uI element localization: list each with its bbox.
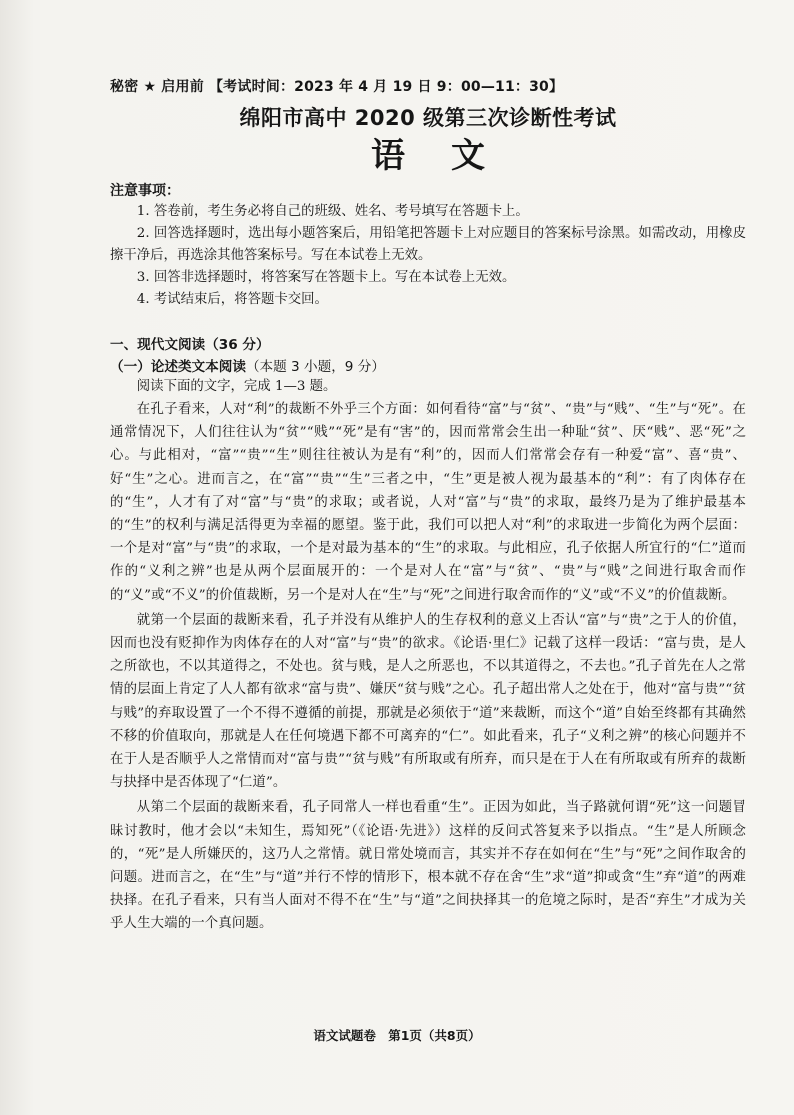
- note-item: 3. 回答非选择题时，将答案写在答题卡上。写在本试卷上无效。: [136, 270, 516, 285]
- subject-title: 语文: [371, 136, 531, 176]
- note-item: 2. 回答选择题时，选出每小题答案后，用铅笔把答题卡上对应题目的答案标号涂黑。如需改动，用橡皮擦干净后，再选涂其他答案标号。写在本试卷上无效。: [110, 226, 746, 263]
- subsection-title: [110, 355, 746, 375]
- section-title: 一、现代文阅读（36 分）: [110, 337, 270, 353]
- passage-paragraph: 在孔子看来，人对“利”的裁断不外乎三个方面：如何看待“富”与“贫”、“贵”与“贱”、“生”与“死”。在通常情况下，人们往往认为“贫”“贱”“死”是有“害”的，因而常常会生出一种耻“贫”、厌“贱”、恶“死”之心。与此相对，“富”“贵”“生”则往往被认为是有“利”的，因而人们常常会存有一种爱“富”、喜“贵”、好“生”之心。进而言之，在“富”“贵”“生”三者之中，“生”更是被人视为最基本的“利”：有了肉体存在的“生”，人才有了对“富”与“贵”的求取；或者说，人对“富”与“贵”的求取，最终乃是为了维护最基本的“生”的权利与满足活得更为幸福的愿望。鉴于此，我们可以把人对“利”的求取进一步简化为两个层面：一个是对“富”与“贵”的求取，一个是对最为基本的“生”的求取。与此相应，孔子依据人所宜行的“仁”道而作的“义利之辨”也是从两个层面展开的：一个是对人在“富”与“贫”、“贵”与“贱”之间进行取舍而作的“义”或“不义”的价值裁断，另一个是对人在“生”与“死”之间进行取舍而作的“义”或“不义”的价值裁断。: [110, 402, 746, 603]
- confidential-header: 秘密 ★ 启用前 【考试时间：2023 年 4 月 19 日 9：00—11：30】: [110, 79, 564, 95]
- subsection-score-note: （本题 3 小题，9 分）: [245, 359, 385, 375]
- footer-subject: 语文试题卷: [313, 1028, 376, 1043]
- passage-paragraph: 就第一个层面的裁断来看，孔子并没有从维护人的生存权利的意义上否认“富”与“贵”之于人的价值，因而也没有贬抑作为肉体存在的人对“富”与“贵”的欲求。《论语·里仁》记载了这样一段话：“富与贵，是人之所欲也，不以其道得之，不处也。贫与贱，是人之所恶也，不以其道得之，不去也。”孔子首先在人之常情的层面上肯定了人人都有欲求“富与贵”、嫌厌“贫与贱”之心。孔子超出常人之处在于，他对“富与贵”“贫与贱”的弃取设置了一个不得不遵循的前提，那就是必须依于“道”来裁断，而这个“道”自始至终都有其确然不移的价值取向，那就是人在任何境遇下都不可离弃的“仁”。如此看来，孔子“义利之辨”的核心问题并不在于人是否顺乎人之常情而对“富与贵”“贫与贱”有所取或有所弃，而只是在于人在有所取或有所弃的裁断与抉择中是否体现了“仁道”。: [110, 612, 746, 791]
- subsection-name: （一）论述类文本阅读: [110, 359, 246, 375]
- note-item: 1. 答卷前，考生务必将自己的班级、姓名、考号填写在答题卡上。: [136, 204, 529, 219]
- passage-paragraph: 从第二个层面的裁断来看，孔子同常人一样也看重“生”。正因为如此，当子路就何谓“死”这一问题冒昧讨教时，他才会以“未知生，焉知死”（《论语·先进》）这样的反问式答复来予以指点。“生”是人所顾念的，“死”是人所嫌厌的，这乃人之常情。就日常处境而言，其实并不存在如何在“生”与“死”之间作取舍的问题。进而言之，在“生”与“道”并行不悖的情形下，根本就不存在舍“生”求“道”抑或贪“生”弃“道”的两难抉择。在孔子看来，只有当人面对不得不在“生”与“道”之间抉择其一的危境之际时，是否“弃生”才成为关乎人生大端的一个真问题。: [110, 800, 746, 932]
- footer-page-number: 第1页（共8页）: [388, 1028, 481, 1043]
- page-footer: [0, 1026, 794, 1044]
- exam-title: 绵阳市高中 2020 级第三次诊断性考试: [239, 106, 617, 130]
- reading-instruction: 阅读下面的文字，完成 1—3 题。: [136, 379, 337, 394]
- notes-heading: 注意事项：: [110, 183, 180, 199]
- note-item: 4. 考试结束后，将答题卡交回。: [136, 292, 328, 307]
